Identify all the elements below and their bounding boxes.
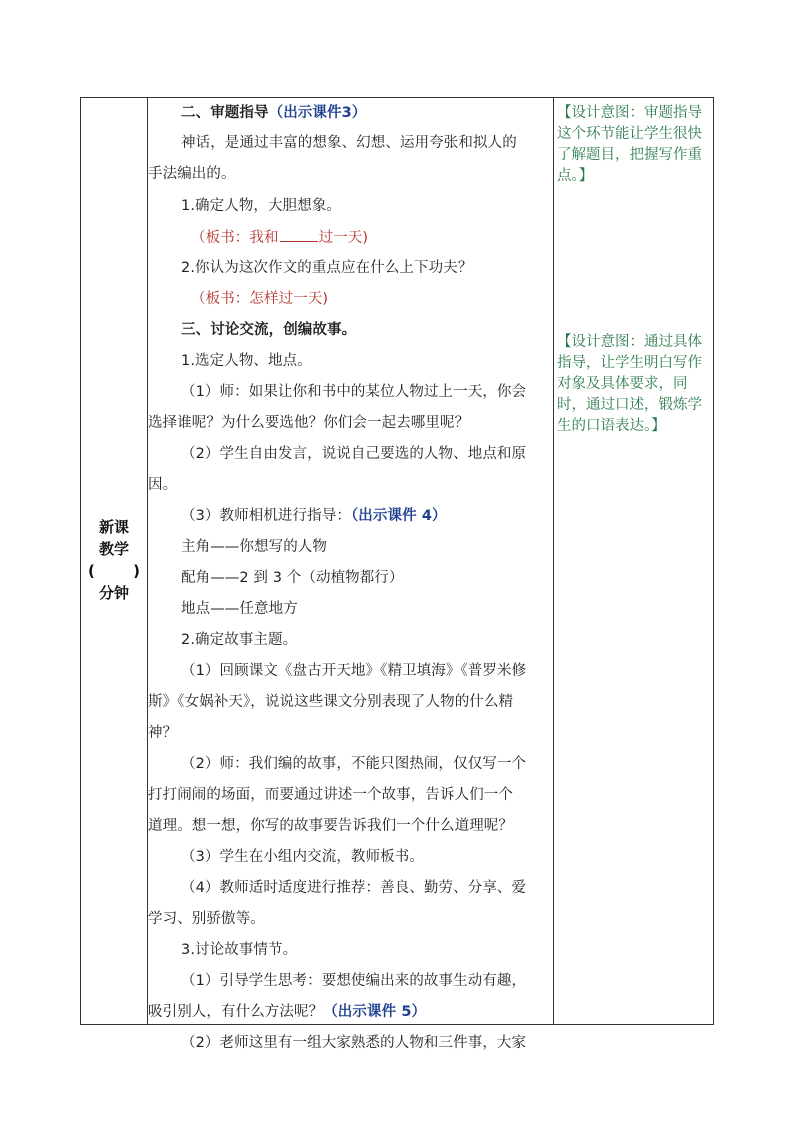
content-line	[191, 289, 328, 309]
courseware-ref: （出示课件 5）	[323, 1004, 427, 1020]
line-text: 道理。想一想，你写的故事要告诉我们一个什么道理呢？	[148, 818, 513, 834]
design-intent-note: 【设计意图：通过具体指导，让学生明白写作对象及具体要求，同时，通过口述，锻炼学生的口语表达。】	[557, 334, 702, 434]
section-label-line4: 分钟	[98, 584, 129, 602]
content-line	[148, 692, 513, 712]
time-blank: ( )	[88, 562, 140, 580]
line-text: 地点——任意地方	[181, 601, 298, 617]
line-text: 打打闹闹的场面，而要通过讲述一个故事，告诉人们一个	[148, 787, 513, 803]
line-text: （板书：怎样过一天)	[191, 291, 329, 307]
line-text: 过一天)	[318, 230, 369, 246]
content-line	[181, 103, 366, 123]
content-line	[181, 568, 404, 588]
content-line	[181, 630, 297, 650]
content-line	[181, 444, 526, 464]
content-line	[148, 816, 513, 836]
content-line	[181, 320, 356, 340]
line-text: （1）引导学生思考：要想使编出来的故事生动有趣，	[181, 973, 527, 989]
fill-in-blank	[280, 227, 318, 242]
section-column	[81, 98, 147, 1024]
content-line	[181, 599, 298, 619]
content-line	[148, 164, 236, 184]
line-text: （3）教师相机进行指导：	[181, 508, 351, 524]
line-text: 神话，是通过丰富的想象、幻想、运用夸张和拟人的	[181, 135, 517, 151]
line-text: （2）学生自由发言，说说自己要选的人物、地点和原	[181, 446, 527, 462]
line-text: 2.你认为这次作文的重点应在什么上下功夫？	[181, 260, 473, 276]
line-text: 神？	[148, 725, 178, 741]
courseware-ref: （出示课件 4）	[350, 508, 447, 524]
line-text: （2）师：我们编的故事，不能只图热闹，仅仅写一个	[181, 756, 527, 772]
design-intent-note: 【设计意图：审题指导这个环节能让学生很快了解题目，把握写作重点。】	[557, 105, 702, 184]
line-text: 学习、别骄傲等。	[148, 911, 265, 927]
column-divider-right	[553, 98, 554, 1024]
content-line	[181, 133, 517, 153]
content-line	[148, 723, 177, 743]
content-line	[181, 661, 526, 681]
line-text: （3）学生在小组内交流，教师板书。	[181, 849, 424, 865]
content-line	[181, 971, 526, 991]
content-line	[148, 909, 265, 929]
content-line	[148, 475, 177, 495]
content-line	[148, 413, 469, 433]
section-label	[81, 516, 147, 604]
line-text: 2.确定故事主题。	[181, 632, 298, 648]
content-line	[181, 1033, 526, 1053]
content-line	[181, 878, 526, 898]
lesson-table	[80, 97, 714, 1051]
line-text: （板书：我和	[191, 230, 279, 246]
line-text: （4）教师适时适度进行推荐：善良、勤劳、分享、爱	[181, 880, 527, 896]
section-label-line1: 新课	[98, 518, 129, 536]
content-line	[181, 196, 341, 216]
content-line	[191, 227, 368, 248]
line-text: 因。	[148, 477, 178, 493]
column-divider-left	[147, 98, 148, 1024]
line-text: （2）老师这里有一组大家熟悉的人物和三件事，大家	[181, 1035, 527, 1051]
line-text: （1）师：如果让你和书中的某位人物过上一天，你会	[181, 384, 527, 400]
content-line	[148, 1002, 426, 1022]
line-text: （1）回顾课文《盘古开天地》《精卫填海》《普罗米修	[181, 663, 527, 679]
line-text: 1.确定人物，大胆想象。	[181, 198, 342, 214]
content-line	[181, 754, 526, 774]
line-text: 配角——2 到 3 个（动植物都行）	[181, 570, 404, 586]
content-line	[181, 506, 447, 526]
line-text: 吸引别人，有什么方法呢？	[148, 1004, 324, 1020]
line-text: 手法编出的。	[148, 166, 236, 182]
content-line	[148, 785, 513, 805]
content-line	[181, 940, 297, 960]
line-text: 选择谁呢？为什么要选他？你们会一起去哪里呢？	[148, 415, 470, 431]
line-text: 斯》《女娲补天》，说说这些课文分别表现了人物的什么精	[148, 694, 514, 710]
content-line	[181, 847, 424, 867]
line-text: 主角——你想写的人物	[181, 539, 327, 555]
line-text: 二、审题指导	[181, 105, 269, 121]
content-line	[181, 537, 327, 557]
line-text: 1.选定人物、地点。	[181, 353, 312, 369]
content-line	[181, 382, 526, 402]
content-line	[181, 258, 472, 278]
line-text: 三、讨论交流，创编故事。	[181, 322, 357, 338]
line-text: 3.讨论故事情节。	[181, 942, 298, 958]
section-label-line2: 教学	[98, 540, 129, 558]
content-line	[181, 351, 312, 371]
courseware-ref: （出示课件3）	[268, 105, 367, 121]
